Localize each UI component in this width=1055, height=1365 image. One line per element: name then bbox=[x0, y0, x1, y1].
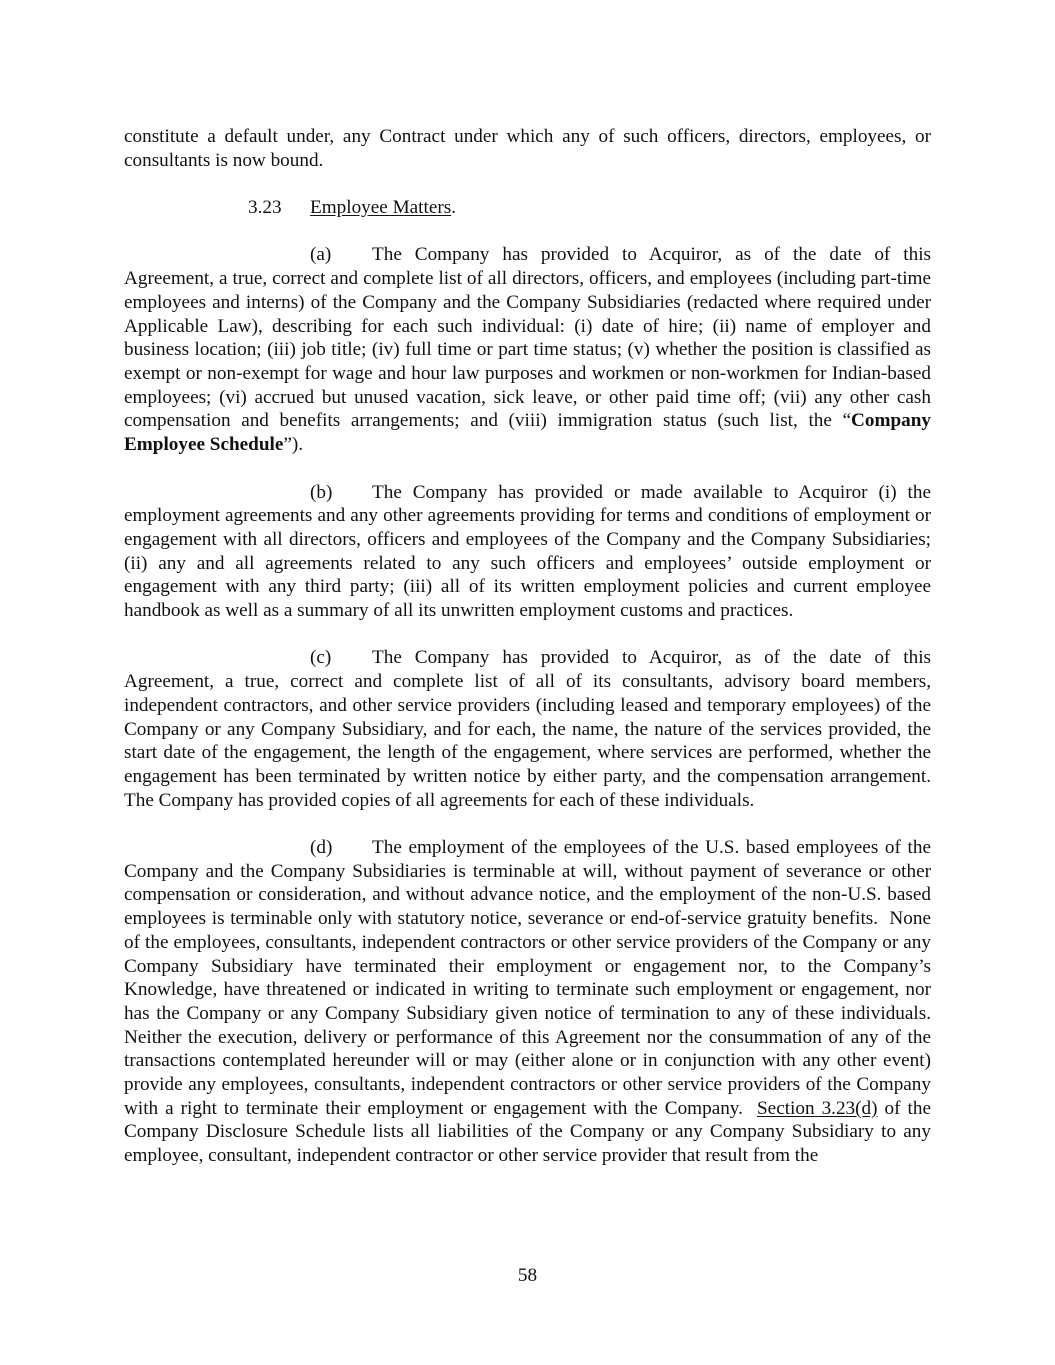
paragraph-label: (c) bbox=[310, 647, 332, 669]
paragraph-text: The Company has provided or made available to Acquiror (i) the employment agreements and any other agreements providing for terms and conditions of employment or engagement with all directors, officers and employees of the Company and the Company Subsidiaries; (ii) any and all agreements related to any such officers and employees’ outside employment or engagement with any third party; (iii) all of its written employment policies and current employee handbook as well as a summary of all its unwritten employment customs and practices. bbox=[124, 481, 931, 622]
section-title: Employee Matters bbox=[310, 197, 452, 219]
document-page bbox=[124, 125, 941, 1192]
page-number: 58 bbox=[517, 1265, 538, 1286]
paragraph-label: (b) bbox=[310, 481, 333, 503]
section-reference: Section 3.23(d) bbox=[757, 1097, 878, 1119]
paragraph-text: The Company has provided to Acquiror, as of the date of this Agreement, a true, correct and complete list of all directors, officers, and employees (including part-time employees and interns) of the Company and the Company Subsidiaries (redacted where required under Applicable Law), describing for each such individual: (i) date of hire; (ii) name of employer and business location; (iii) job title; (iv) full time or part time status; (v) whether the position is classified as exempt or non-exempt for wage and hour law purposes and workmen or non-workmen for Indian-based employees; (vi) accrued but unused vacation, sick leave, or other paid time off; (vii) any other cash compensation and benefits arrangements; and (viii) immigration status (such list, the “ bbox=[124, 244, 931, 432]
paragraph-text: The employment of the employees of the U.S. based employees of the Company and the Company Subsidiaries is terminable at will, without payment of severance or other compensation or consideration, and without advance notice, and the employment of the non-U.S. based employees is terminable only with statutory notice, severance or end-of-service gratuity benefits. None of the employees, consultants, independent contractors or other service providers of the Company or any Company Subsidiary have terminated their employment or engagement nor, to the Company’s Knowledge, have threatened or indicated in writing to terminate such employment or engagement, nor has the Company or any Company Subsidiary given notice of termination to any of these individuals. Neither the execution, delivery or performance of this Agreement nor the consummation of any of the transactions contemplated hereunder will or may (either alone or in conjunction with any other event) provide any employees, consultants, independent contractors or other service providers of the Company with a right to terminate their employment or engagement with the Company. bbox=[124, 837, 941, 1119]
paragraph-label: (d) bbox=[310, 837, 333, 859]
intro-paragraph: constitute a default under, any Contract under which any of such officers, directors, employees, or consultants is now bound. bbox=[124, 126, 931, 171]
paragraph-text-end: of the Company Disclosure Schedule lists all liabilities of the Company or any Company Subsidiary to any employee, consultant, independent contractor or other service provider that result from the bbox=[124, 1097, 931, 1167]
paragraph-a bbox=[124, 243, 931, 456]
paragraph-text: The Company has provided to Acquiror, as of the date of this Agreement, a true, correct and complete list of all of its consultants, advisory board members, independent contractors, and other service providers (including leased and temporary employees) of the Company or any Company Subsidiary, and for each, the name, the nature of the services provided, the start date of the engagement, the length of the engagement, where services are performed, whether the engagement has been terminated by written notice by either party, and the compensation arrangement. The Company has provided copies of all agreements for each of these individuals. bbox=[124, 647, 931, 811]
paragraph-b bbox=[124, 481, 931, 623]
defined-term: Company Employee Schedule bbox=[124, 410, 931, 456]
section-heading bbox=[248, 196, 931, 220]
section-number: 3.23 bbox=[248, 197, 282, 219]
paragraph-d bbox=[124, 836, 941, 1168]
paragraph-label: (a) bbox=[310, 244, 332, 266]
paragraph-c bbox=[124, 646, 931, 812]
paragraph-text-end: ”). bbox=[283, 434, 304, 456]
section-title-period: . bbox=[451, 197, 456, 219]
